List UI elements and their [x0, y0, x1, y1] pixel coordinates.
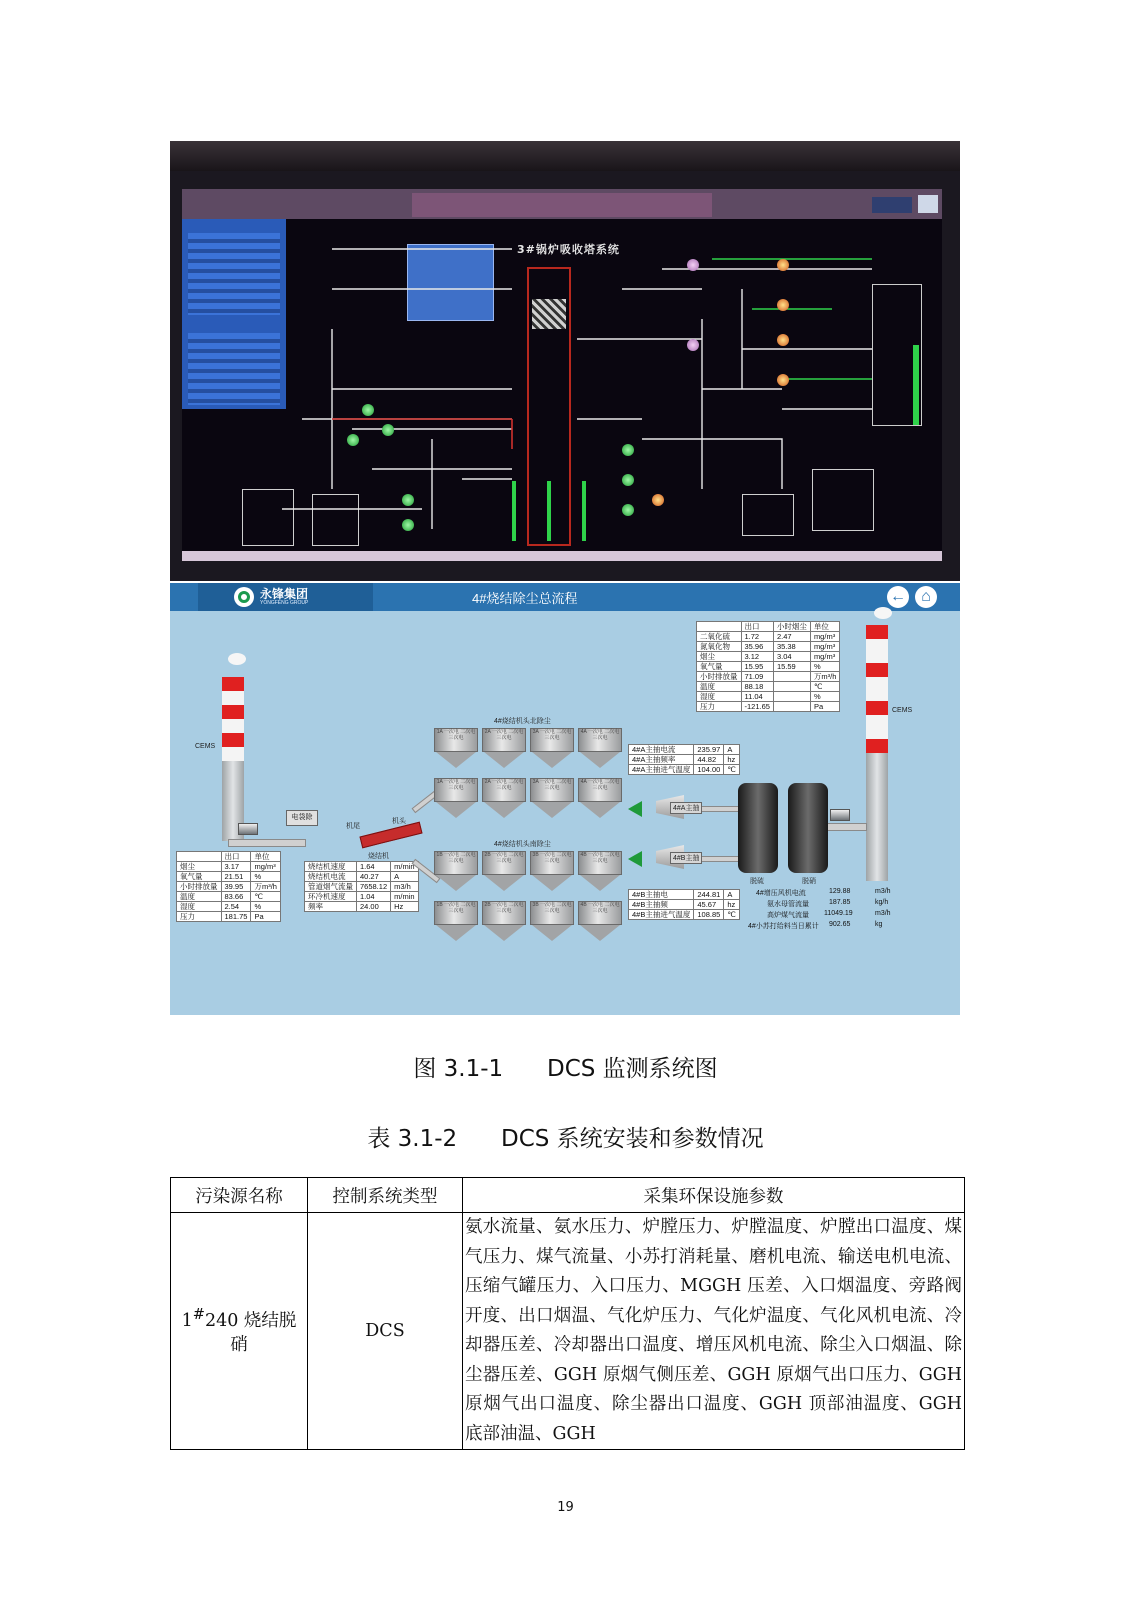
hopper-label: 3B 一次电 二次电 三次电 — [530, 901, 574, 925]
pump-icon — [362, 404, 374, 416]
hopper-cone — [532, 925, 572, 941]
table-row — [629, 890, 740, 900]
table-cell: 烧结机速度 — [305, 862, 357, 872]
table-header-cell: 单位 — [251, 852, 281, 862]
dust-hopper — [530, 778, 574, 818]
dust-hopper — [434, 778, 478, 818]
table-cell: 2.47 — [773, 632, 810, 642]
table-header-row — [697, 622, 840, 632]
table-cell: 湿度 — [697, 692, 742, 702]
table-cell: ℃ — [810, 682, 840, 692]
hopper-cone — [484, 752, 524, 768]
pump-icon — [777, 334, 789, 346]
pump-icon — [652, 494, 664, 506]
table-row — [305, 892, 419, 902]
stat-label: 4#增压风机电流 — [756, 890, 806, 897]
table-cell: 15.59 — [773, 662, 810, 672]
hopper-label: 4B 一次电 二次电 三次电 — [578, 901, 622, 925]
table-cell: % — [251, 902, 281, 912]
table-cell: A — [724, 745, 739, 755]
source-sup: # — [192, 1305, 205, 1323]
system-title: 3#锅炉吸收塔系统 — [517, 243, 620, 256]
table-row — [697, 652, 840, 662]
table-cell: 244.81 — [694, 890, 724, 900]
stat-value: 187.85 — [829, 899, 851, 906]
flow-title: 4#烧结除尘总流程 — [472, 591, 578, 606]
table-row — [305, 902, 419, 912]
fan-a-label: 4#A主抽 — [670, 802, 702, 814]
valve-icon — [687, 259, 699, 271]
company-logo-icon — [234, 587, 254, 607]
table-row — [697, 702, 840, 712]
table-cell: 24.00 — [357, 902, 391, 912]
dust-hopper — [578, 778, 622, 818]
hopper-label: 3B 一次电 二次电 三次电 — [530, 851, 574, 875]
table-cell: 氧气量 — [177, 872, 222, 882]
hopper-label: 1B 一次电 二次电 三次电 — [434, 851, 478, 875]
dust-hopper — [434, 728, 478, 768]
header-system: 控制系统类型 — [308, 1178, 463, 1213]
hopper-cone — [580, 925, 620, 941]
table-cell: 71.09 — [741, 672, 773, 682]
hopper-cone — [484, 802, 524, 818]
table-row — [305, 862, 419, 872]
stat-label: 氨水母管流量 — [767, 901, 809, 908]
table-cell: 11.04 — [741, 692, 773, 702]
motor-icon — [830, 809, 850, 821]
table-row — [697, 682, 840, 692]
pump-icon — [777, 374, 789, 386]
tail-dedust-label: 4#烧结机头南除尘 — [494, 841, 551, 848]
hopper-label: 2B 一次电 二次电 三次电 — [482, 901, 526, 925]
brand-name: 永锋集团 — [260, 587, 309, 601]
table-cell: 39.95 — [221, 882, 251, 892]
pump-icon — [622, 444, 634, 456]
pump-icon — [622, 474, 634, 486]
table-cell: 4#A主抽进气温度 — [629, 765, 694, 775]
hopper-label: 1A 一次电 二次电 三次电 — [434, 778, 478, 802]
table-cell: ℃ — [724, 910, 739, 920]
table-cell: 小时排放量 — [177, 882, 222, 892]
table-row — [177, 912, 281, 922]
outlet-emission-table — [696, 621, 840, 712]
stat-value: 129.88 — [829, 888, 851, 895]
stat-unit: kg — [875, 921, 883, 928]
smoke-icon — [228, 653, 246, 665]
pump-icon — [402, 494, 414, 506]
table-cell: 4#A主抽频率 — [629, 755, 694, 765]
fan-a-table — [628, 744, 740, 775]
table-cell: 氧气量 — [697, 662, 742, 672]
head-dedust-label: 4#烧结机头北除尘 — [494, 718, 551, 725]
hopper-cone — [532, 802, 572, 818]
header-params: 采集环保设施参数 — [463, 1178, 965, 1213]
table-cell: m/min — [391, 862, 418, 872]
hopper-cone — [532, 875, 572, 891]
table-cell: -121.65 — [741, 702, 773, 712]
table-cell: 3.04 — [773, 652, 810, 662]
jiwei-label: 机尾 — [346, 823, 360, 830]
fan-b-label: 4#B主抽 — [670, 852, 702, 864]
dust-hopper — [482, 728, 526, 768]
brand-subtitle: YONGFENG GROUP — [260, 600, 309, 606]
hopper-label: 2A 一次电 二次电 三次电 — [482, 778, 526, 802]
table-row — [629, 900, 740, 910]
table-cell: 44.82 — [694, 755, 724, 765]
right-chimney — [866, 625, 888, 881]
table-cell: ℃ — [724, 765, 739, 775]
table-cell: A — [391, 872, 418, 882]
dust-hopper — [434, 851, 478, 891]
left-emission-table — [176, 851, 281, 922]
dust-hopper — [482, 778, 526, 818]
flue-duct — [228, 839, 306, 847]
hopper-label: 3A 一次电 二次电 三次电 — [530, 778, 574, 802]
table-row — [177, 892, 281, 902]
table-row — [171, 1213, 965, 1450]
table-row — [629, 745, 740, 755]
dcs-parameter-table — [170, 1177, 965, 1450]
table-cell: 35.96 — [741, 642, 773, 652]
table-cell: 235.97 — [694, 745, 724, 755]
pump-icon — [347, 434, 359, 446]
fan-b-table — [628, 889, 740, 920]
hopper-label: 1A 一次电 二次电 三次电 — [434, 728, 478, 752]
table-cell: 压力 — [177, 912, 222, 922]
table-cell: 4#B主抽电 — [629, 890, 694, 900]
left-chimney — [222, 677, 244, 841]
dust-hopper — [578, 901, 622, 941]
valve-icon — [687, 339, 699, 351]
hopper-cone — [436, 752, 476, 768]
dust-hopper — [578, 851, 622, 891]
dust-hopper — [530, 901, 574, 941]
hopper-cone — [532, 752, 572, 768]
table-cell: Hz — [391, 902, 418, 912]
table-cell: 35.38 — [773, 642, 810, 652]
table-cell: 104.00 — [694, 765, 724, 775]
flue-duct — [825, 823, 867, 831]
hopper-cone — [436, 875, 476, 891]
params-cell: 氨水流量、氨水压力、炉膛压力、炉膛温度、炉膛出口温度、煤气压力、煤气流量、小苏打消耗量、磨机电流、输送电机电流、压缩气罐压力、入口压力、MGGH 压差、入口烟温度、旁路阀开度、出口烟温、气化炉压力、气化炉温度、气化风机电流、冷却器压差、冷却器出口温度、增压风机电流、除尘入口烟温、除尘器压差、GGH 原烟气侧压差、GGH 原烟气出口压力、GGH 原烟气出口温度、除尘器出口温度、GGH 顶部油温度、GGH 底部油温、GGH — [463, 1213, 965, 1450]
table-cell: 4#B主抽进气温度 — [629, 910, 694, 920]
page-number: 19 — [557, 1500, 574, 1515]
table-row — [629, 910, 740, 920]
table-cell: 108.85 — [694, 910, 724, 920]
table-cell: hz — [724, 755, 739, 765]
table-cell: 3.12 — [741, 652, 773, 662]
table-cell: 烧结机电流 — [305, 872, 357, 882]
table-cell: ℃ — [251, 892, 281, 902]
dcs-monitor-photo — [170, 141, 960, 581]
table-cell: Pa — [251, 912, 281, 922]
hopper-label: 4A 一次电 二次电 三次电 — [578, 778, 622, 802]
hopper-cone — [484, 875, 524, 891]
table-cell: % — [810, 692, 840, 702]
table-cell: 40.27 — [357, 872, 391, 882]
table-cell: 管道烟气流量 — [305, 882, 357, 892]
table-row — [177, 902, 281, 912]
dust-hopper — [530, 728, 574, 768]
dust-hopper — [530, 851, 574, 891]
back-arrow-icon[interactable]: ← — [887, 586, 909, 608]
table-cell: 压力 — [697, 702, 742, 712]
table-cell: m/min — [391, 892, 418, 902]
hopper-cone — [580, 752, 620, 768]
source-prefix: 1 — [181, 1310, 193, 1331]
stat-label: 4#小苏打给料当日累计 — [748, 923, 819, 930]
table-cell: 万m³/h — [251, 882, 281, 892]
stat-label: 高炉煤气流量 — [767, 912, 809, 919]
table-cell: 小时排放量 — [697, 672, 742, 682]
monitor-screen — [182, 189, 942, 561]
table-cell: 万m³/h — [810, 672, 840, 682]
table-cell: 频率 — [305, 902, 357, 912]
table-cell: 83.66 — [221, 892, 251, 902]
table-cell: 1.04 — [357, 892, 391, 902]
hopper-cone — [580, 802, 620, 818]
table-row — [697, 672, 840, 682]
stat-unit: m3/h — [875, 888, 891, 895]
table-cell: 湿度 — [177, 902, 222, 912]
table-row — [697, 632, 840, 642]
dust-hopper — [434, 901, 478, 941]
stat-unit: kg/h — [875, 899, 889, 906]
table-row — [697, 662, 840, 672]
table-cell: 7658.12 — [357, 882, 391, 892]
table-row — [177, 872, 281, 882]
table-cell: mg/m³ — [810, 632, 840, 642]
table-cell: A — [724, 890, 739, 900]
cems-right-label: CEMS — [892, 707, 913, 714]
table-cell: 1.64 — [357, 862, 391, 872]
hopper-cone — [484, 925, 524, 941]
smoke-icon — [874, 607, 892, 619]
table-cell: 88.18 — [741, 682, 773, 692]
source-name: 240 烧结脱硝 — [204, 1310, 297, 1356]
sintering-flow-screen — [170, 583, 960, 1015]
desulfur-tower — [738, 783, 778, 873]
table-cell: 45.67 — [694, 900, 724, 910]
motor-icon — [238, 823, 258, 835]
hopper-cone — [580, 875, 620, 891]
table-header-row — [171, 1178, 965, 1213]
table-cell: 1.72 — [741, 632, 773, 642]
table-cell: 4#B主抽频 — [629, 900, 694, 910]
hopper-label: 4B 一次电 二次电 三次电 — [578, 851, 622, 875]
table-cell: 氮氧化物 — [697, 642, 742, 652]
table-header-cell — [697, 622, 742, 632]
cems-left-label: CEMS — [195, 743, 216, 750]
table-cell — [773, 672, 810, 682]
table-cell: 15.95 — [741, 662, 773, 672]
table-cell — [773, 702, 810, 712]
table-row — [305, 882, 419, 892]
table-cell: mg/m³ — [810, 652, 840, 662]
table-cell: 烟尘 — [177, 862, 222, 872]
monitor-tab-bar — [182, 551, 942, 561]
table-row — [629, 755, 740, 765]
dust-hopper — [482, 851, 526, 891]
table-row — [177, 882, 281, 892]
stat-unit: m3/h — [875, 910, 891, 917]
table-cell: 21.51 — [221, 872, 251, 882]
home-icon[interactable]: ⌂ — [915, 586, 937, 608]
hopper-label: 2B 一次电 二次电 三次电 — [482, 851, 526, 875]
table-cell: % — [251, 872, 281, 882]
hopper-label: 3A 一次电 二次电 三次电 — [530, 728, 574, 752]
sintering-conveyor — [359, 822, 422, 849]
pipe-diagram — [182, 189, 942, 561]
table-cell: 181.75 — [221, 912, 251, 922]
table-caption: 表 3.1-2 DCS 系统安装和参数情况 — [367, 1126, 764, 1152]
hopper-cone — [436, 925, 476, 941]
jitou-label: 机头 — [392, 818, 406, 825]
desulfur-label: 脱硫 — [750, 878, 764, 885]
table-row — [629, 765, 740, 775]
table-header-cell: 小时烟尘 — [773, 622, 810, 632]
table-cell: % — [810, 662, 840, 672]
pump-icon — [622, 504, 634, 516]
denitro-label: 脱硝 — [802, 878, 816, 885]
table-row — [697, 642, 840, 652]
source-cell — [171, 1213, 308, 1450]
table-cell: 温度 — [177, 892, 222, 902]
table-cell: 3.17 — [221, 862, 251, 872]
flow-header — [170, 583, 960, 611]
hopper-label: 4A 一次电 二次电 三次电 — [578, 728, 622, 752]
hopper-label: 1B 一次电 二次电 三次电 — [434, 901, 478, 925]
table-cell — [773, 692, 810, 702]
pump-icon — [402, 519, 414, 531]
table-cell: mg/m³ — [810, 642, 840, 652]
table-cell — [773, 682, 810, 692]
table-cell: 二氧化硫 — [697, 632, 742, 642]
pump-icon — [777, 259, 789, 271]
table-cell: 环冷机速度 — [305, 892, 357, 902]
table-header-cell: 单位 — [810, 622, 840, 632]
table-header-cell: 出口 — [221, 852, 251, 862]
table-header-row — [177, 852, 281, 862]
dust-hopper — [578, 728, 622, 768]
hopper-cone — [436, 802, 476, 818]
table-cell: 烟尘 — [697, 652, 742, 662]
system-cell: DCS — [308, 1213, 463, 1450]
table-header-cell: 出口 — [741, 622, 773, 632]
table-cell: mg/m³ — [251, 862, 281, 872]
table-cell: m3/h — [391, 882, 418, 892]
table-row — [177, 862, 281, 872]
figure-caption: 图 3.1-1 DCS 监测系统图 — [413, 1056, 718, 1082]
table-cell: 2.54 — [221, 902, 251, 912]
table-row — [697, 692, 840, 702]
monitor-bezel — [170, 141, 960, 171]
table-row — [305, 872, 419, 882]
table-cell: 4#A主抽电流 — [629, 745, 694, 755]
table-cell: Pa — [810, 702, 840, 712]
table-cell: 温度 — [697, 682, 742, 692]
table-cell: hz — [724, 900, 739, 910]
bag-filter-label: 电袋除 — [286, 810, 318, 826]
hopper-label: 2A 一次电 二次电 三次电 — [482, 728, 526, 752]
dust-hopper — [482, 901, 526, 941]
denitro-tower — [788, 783, 828, 873]
stat-value: 902.65 — [829, 921, 851, 928]
sintering-machine-label: 烧结机 — [368, 853, 389, 860]
valve-icon — [628, 851, 642, 867]
sintering-machine-table — [304, 861, 419, 912]
pump-icon — [382, 424, 394, 436]
stat-value: 11049.19 — [824, 910, 853, 917]
table-header-cell — [177, 852, 222, 862]
header-source: 污染源名称 — [171, 1178, 308, 1213]
valve-icon — [628, 801, 642, 817]
pump-icon — [777, 299, 789, 311]
